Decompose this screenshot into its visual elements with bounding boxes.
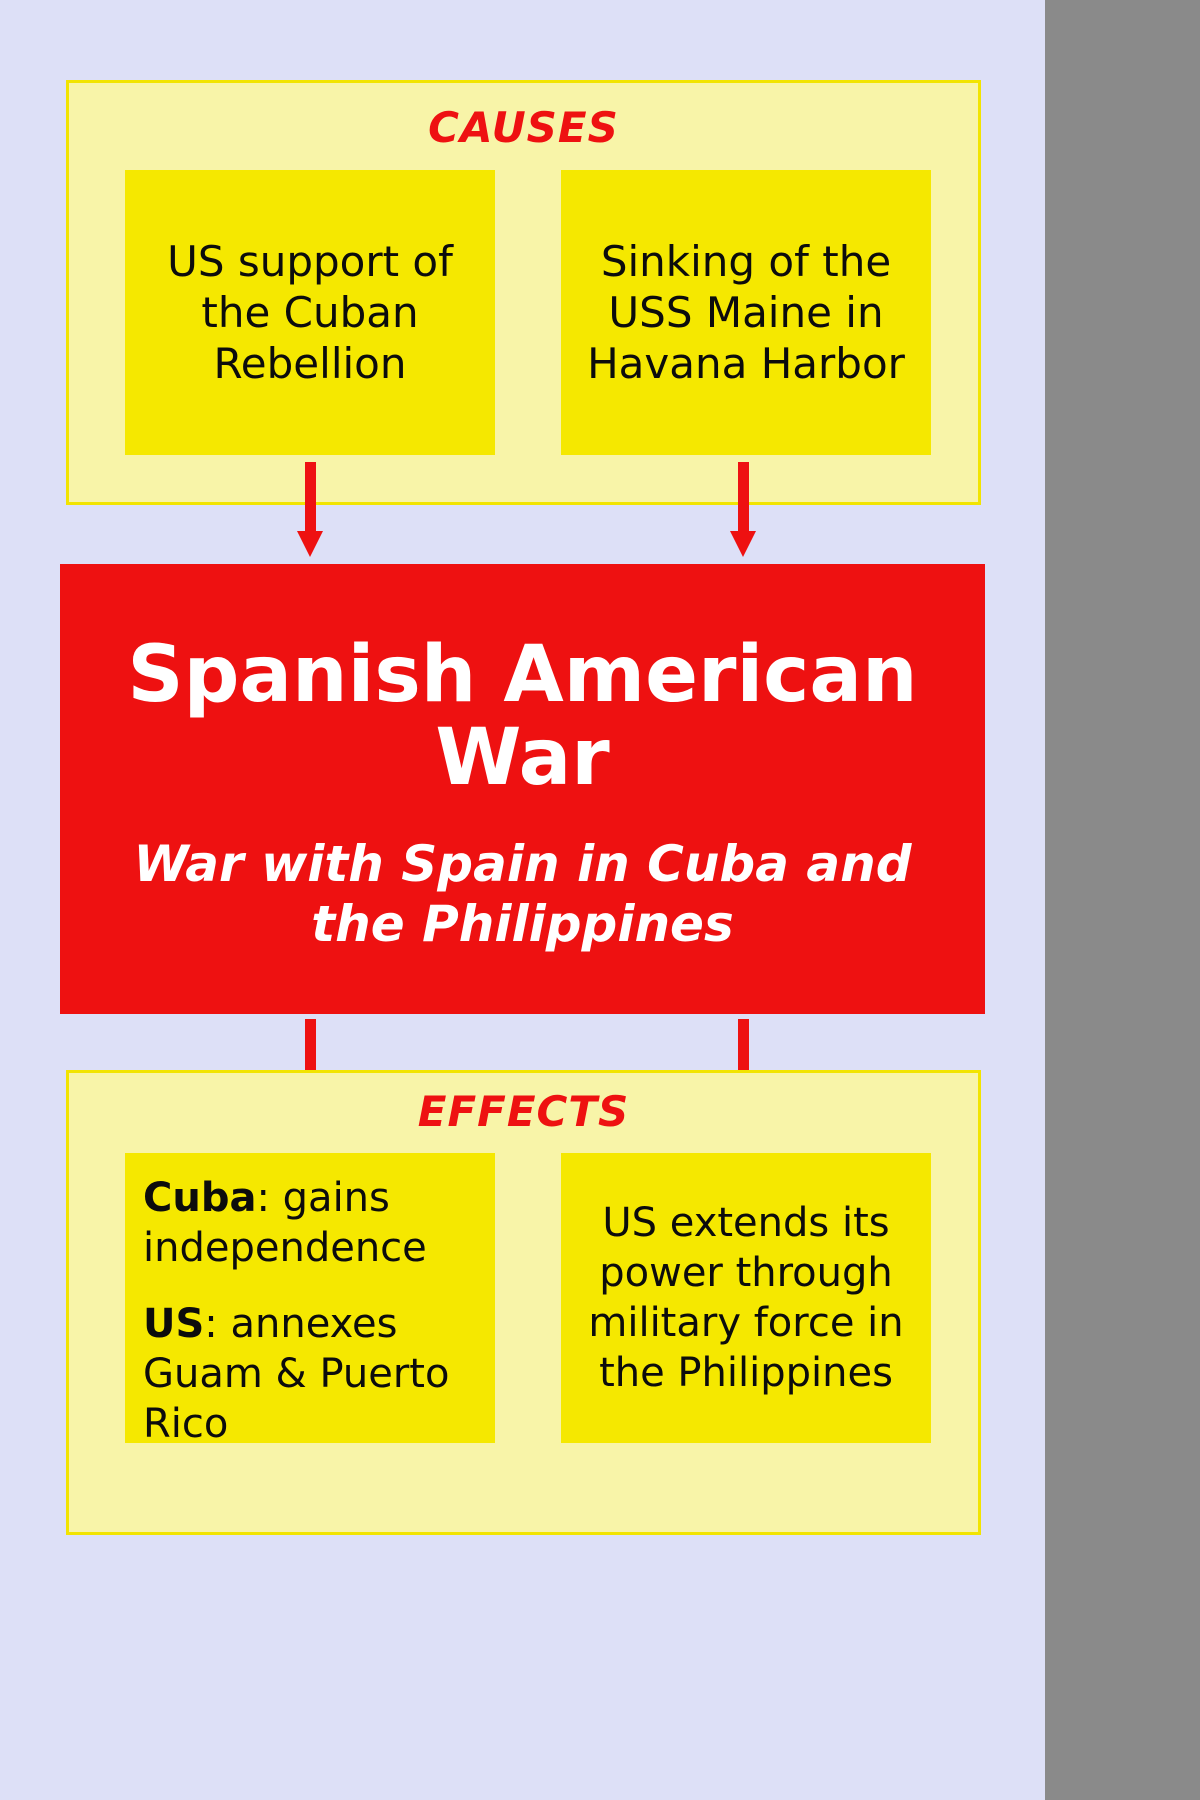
- arrow-shaft: [738, 462, 749, 531]
- effect-box-us-power-text: US extends its power through military force in the Philippines: [588, 1200, 904, 1396]
- cause-box-uss-maine: [561, 170, 931, 455]
- causes-panel: [66, 80, 981, 505]
- arrow-head: [297, 531, 323, 557]
- effect-text-us: : annexes Guam & Puerto Rico: [143, 1301, 450, 1447]
- arrow-head: [730, 531, 756, 557]
- cause-box-us-support-text: US support of the Cuban Rebellion: [167, 236, 453, 389]
- event-title: Spanish American War: [127, 630, 918, 803]
- effect-line-us: [143, 1299, 477, 1449]
- effect-box-us-power: [561, 1153, 931, 1443]
- effects-panel: [66, 1070, 981, 1535]
- effect-line-cuba: [143, 1173, 477, 1273]
- effect-text-cuba: : gains independence: [143, 1175, 427, 1271]
- effect-box-cuba-us: [125, 1153, 495, 1447]
- arrow-down-icon-cause-1: [297, 462, 323, 557]
- cause-box-uss-maine-text: Sinking of the USS Maine in Havana Harbor: [587, 236, 905, 389]
- event-subtitle: War with Spain in Cuba and the Philippines: [133, 834, 912, 953]
- event-box-spanish-american-war: [60, 564, 985, 1014]
- effect-label-us: US: [143, 1301, 205, 1347]
- cause-box-us-support: [125, 170, 495, 455]
- causes-title: CAUSES: [428, 103, 619, 152]
- arrow-shaft: [305, 462, 316, 531]
- effects-title: EFFECTS: [417, 1087, 630, 1136]
- arrow-down-icon-cause-2: [730, 462, 756, 557]
- page-gutter: [1045, 0, 1200, 1800]
- effect-label-cuba: Cuba: [143, 1175, 257, 1221]
